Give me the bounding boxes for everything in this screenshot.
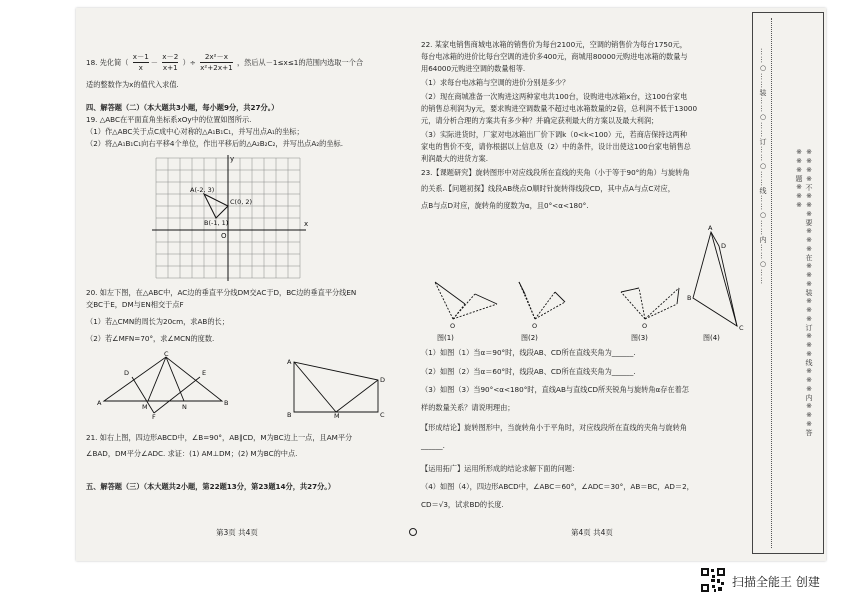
q18-line2: 适的整数作为x的值代入求值. [86,80,179,89]
q19-line3: （2）将△A₁B₁C₁向右平移4个单位，作出平移后的△A₂B₂C₂，并写出点A₂的坐标. [86,139,343,148]
q20-line3: （1）若△CMN的周长为20cm，求AB的长； [86,317,229,326]
fraction-1 [133,52,149,74]
coordinate-grid-figure [146,153,316,283]
svg-text:D: D [124,369,130,377]
fig1-caption: 图(1) [437,334,454,342]
q23-line11: （4）如图（4），四边形ABCD中，∠ABC＝60°，∠ADC＝30°，AB＝BC，AD＝2， [421,482,694,491]
q23-line8: 【形成结论】旋转图形中，当旋转角小于平角时，对应线段所在直线的夹角与旋转角 [421,423,687,432]
fig3-caption: 图(3) [631,334,648,342]
q22-line3: 用64000元购进空调的数量相等. [421,64,526,73]
q20-line1: 20. 如左下图，在△ABC中，AC边的垂直平分线DM交AC于D，BC边的垂直平分线EN [86,288,357,297]
qr-code-icon [700,567,726,593]
q19-line1: 19. △ABC在平面直角坐标系xOy中的位置如图所示. [86,115,252,124]
point-a-label: A(-2, 3) [190,186,215,194]
section-5-heading: 五、解答题（三）（本大题共2小题，第22题13分，第23题14分，共27分。） [86,482,336,491]
q23-line6: （3）如图（3）当90°<α<180°时，直线AB与直线CD所夹锐角与旋转角α存在着怎 [421,385,689,394]
fold-dot [409,528,417,536]
svg-text:D: D [721,242,727,250]
frac1-den: x [138,63,143,73]
svg-text:F: F [152,413,156,421]
q21-line1: 21. 如右上图，四边形ABCD中，∠B=90°，AB∥CD，M为BC边上一点，且AM平分 [86,433,353,442]
left-page-footer: 第3页 共4页 [216,528,258,537]
svg-text:A: A [97,399,102,407]
q19-line2: （1）作△ABC关于点C成中心对称的△A₁B₁C₁，并写出点A₁的坐标； [86,127,304,136]
rotation-figures [421,218,744,343]
svg-text:E: E [202,369,207,377]
q23-line7: 样的数量关系？请说明理由； [421,403,515,412]
q20-triangle-figure [96,350,236,421]
q22-line8: （3）实际进货时，厂家对电冰箱出厂价下调k（0<k<100）元，若商店保持这两种 [421,130,688,139]
q23-line4: （1）如图（1）当α＝90°时，线段AB、CD所在直线夹角为______. [421,348,636,357]
q21-quadrilateral-figure [286,356,406,418]
q20-line2: 交BC于E，DM与EN相交于点F [86,300,184,309]
q22-line9: 家电的售价不变，请你根据以上信息及（2）中的条件，设计出使这100台家电销售总 [421,142,691,151]
binding-dotted-line [771,18,772,548]
q22-line10: 利润最大的进货方案. [421,154,488,163]
q18-line1: 18. 先化简（ $\frac{x-1}{x}$ － $\frac{x-2}{x+1}$ ）÷ $\frac{\text{2x²－x}}{\text{x²+2x+1}}$ ，然后从－1≤x≤1的范围内选取一个合 [86,52,364,73]
binding-margin [744,8,826,561]
section-4-heading: 四、解答题（二）（本大题共3小题，每小题9分，共27分。） [86,103,279,112]
svg-text:B: B [287,411,292,419]
svg-text:D: D [380,376,386,384]
q23-line1: 23.【课题研究】旋转图形中对应线段所在直线的夹角（小于等于90°的角）与旋转角 [421,168,690,177]
q18-start: 18. 先化简（ [86,57,129,67]
q18-end: ，然后从－1≤x≤1的范围内选取一个合 [236,57,364,67]
svg-text:M: M [334,412,340,420]
svg-text:M: M [142,403,148,411]
x-axis-label: x [304,220,309,228]
q22-line6: 的销售总利润为y元，要求购进空调数量不超过电冰箱数量的2倍，总利润不低于13000 [421,104,698,113]
point-b-label: B(-1, 1) [204,219,229,227]
svg-text:O: O [532,322,538,330]
frac3-den: x²+2x+1 [200,63,233,73]
svg-text:O: O [642,322,648,330]
q23-line10: 【运用拓广】运用所形成的结论求解下面的问题： [421,464,580,473]
y-axis-label: y [230,155,235,163]
svg-text:C: C [380,411,385,419]
fig2-caption: 图(2) [521,334,538,342]
svg-text:B: B [687,294,692,302]
svg-text:A: A [708,224,713,232]
q20-line4: （2）若∠MFN=70°，求∠MCN的度数. [86,334,215,343]
frac1-num: x－1 [133,52,149,63]
q23-line9: ______. [421,441,445,450]
right-page-footer: 第4页 共4页 [571,528,613,537]
svg-text:B: B [224,399,229,407]
frac2-den: x+1 [162,63,178,73]
binding-seal-text: ……○……装……○……订……○……线……○……内……○…… [759,48,767,285]
svg-text:C: C [164,350,169,358]
svg-text:O: O [450,322,456,330]
svg-text:A: A [287,358,292,366]
fig4-caption: 图(4) [703,334,720,342]
fraction-3 [200,52,233,74]
q21-line2: ∠BAD，DM平分∠ADC. 求证：(1) AM⊥DM；(2) M为BC的中点. [86,449,298,458]
binding-warning-text: ※※※※不※※※要※※※在※※※装※※※订※※※线※※※内※※※答※※※题※※※ [795,148,813,437]
scanned-exam-page [76,8,826,561]
q22-line4: （1）求每台电冰箱与空调的进价分别是多少？ [421,78,570,87]
fraction-2 [162,52,178,74]
q23-line2: 的关系.【问题初探】线段AB绕点O顺时针旋转得线段CD，其中点A与点C对应， [421,184,675,193]
q18-mid: ）÷ [182,57,196,67]
point-c-label: C(0, 2) [230,198,253,206]
frac2-num: x－2 [162,52,178,63]
q23-line12: CD＝√3，试求BD的长度. [421,500,504,509]
q22-line1: 22. 某家电销售商城电冰箱的销售价为每台2100元，空调的销售价为每台1750元， [421,40,687,49]
q22-line7: 元，请分析合理的方案共有多少种？并确定获利最大的方案以及最大利润； [421,116,659,125]
svg-text:N: N [182,403,187,411]
q23-line5: （2）如图（2）当α＝60°时，线段AB、CD所在直线夹角为______. [421,367,636,376]
origin-label: O [221,232,227,240]
q22-line5: （2）现在商城准备一次购进这两种家电共100台，设购进电冰箱x台，这100台家电 [421,92,688,101]
frac3-num: 2x²－x [200,52,233,63]
q22-line2: 每台电冰箱的进价比每台空调的进价多400元，商城用80000元购进电冰箱的数量与 [421,52,688,61]
watermark-text: 扫描全能王 创建 [732,575,820,589]
q23-line3: 点B与点D对应，旋转角的度数为α，且0°<α<180°. [421,201,589,210]
svg-text:C: C [739,324,744,332]
